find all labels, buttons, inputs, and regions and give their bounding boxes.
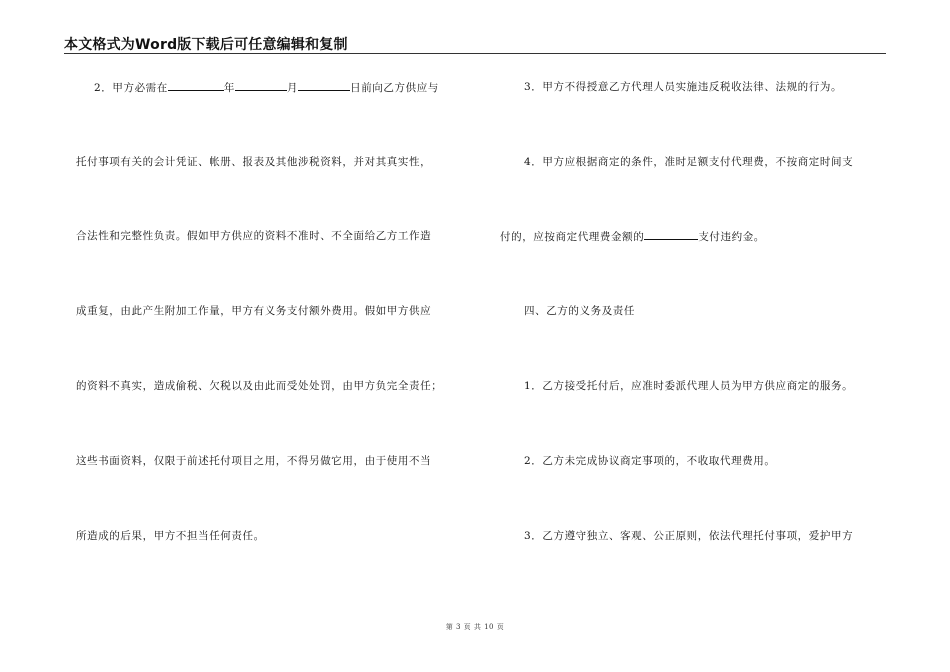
penalty-text-start: 付的，应按商定代理费金额的 [500,231,645,243]
left-paragraph-line-2: 托付事项有关的会计凭证、帐册、报表及其他涉税资料，并对其真实性， [76,156,432,168]
left-paragraph-line-7: 所造成的后果，甲方不担当任何责任。 [76,530,265,542]
left-paragraph-line-5: 的资料不真实，造成偷税、欠税以及由此而受处处罚，由甲方负完全责任； [76,380,443,392]
month-label: 月 [287,82,299,94]
right-paragraph-line-6: 2．乙方未完成协议商定事项的，不收取代理费用。 [524,455,776,467]
left-paragraph-line-4: 成重复，由此产生附加工作量，甲方有义务支付额外费用。假如甲方供应 [76,305,432,317]
penalty-rate-blank [644,229,698,240]
right-paragraph-line-7: 3．乙方遵守独立、客观、公正原则，依法代理托付事项，爱护甲方 [524,530,854,542]
page-number-footer: 第 3 页 共 10 页 [445,623,505,631]
year-blank [168,80,224,91]
left-paragraph-line-1 [94,80,439,95]
right-paragraph-line-1: 3．甲方不得授意乙方代理人员实施违反税收法律、法规的行为。 [524,81,843,93]
year-label: 年 [223,82,235,94]
month-blank [235,80,287,91]
left-paragraph-line-3: 合法性和完整性负责。假如甲方供应的资料不准时、不全面给乙方工作造 [76,230,432,242]
document-header-title: 本文格式为Word版下载后可任意编辑和复制 [64,37,348,53]
section-heading-party-b-duties: 四、乙方的义务及责任 [524,305,635,317]
clause-2-text-end: 日前向乙方供应与 [350,82,439,94]
header-divider [64,53,886,54]
right-paragraph-line-3 [500,229,765,244]
day-blank [298,80,350,91]
right-paragraph-line-2: 4．甲方应根据商定的条件，准时足额支付代理费，不按商定时间支 [524,156,854,168]
clause-2-text-start: 2．甲方必需在 [94,82,168,94]
left-paragraph-line-6: 这些书面资料，仅限于前述托付项目之用，不得另做它用，由于使用不当 [76,455,432,467]
penalty-text-end: 支付违约金。 [698,231,765,243]
right-paragraph-line-5: 1．乙方接受托付后，应准时委派代理人员为甲方供应商定的服务。 [524,380,854,392]
